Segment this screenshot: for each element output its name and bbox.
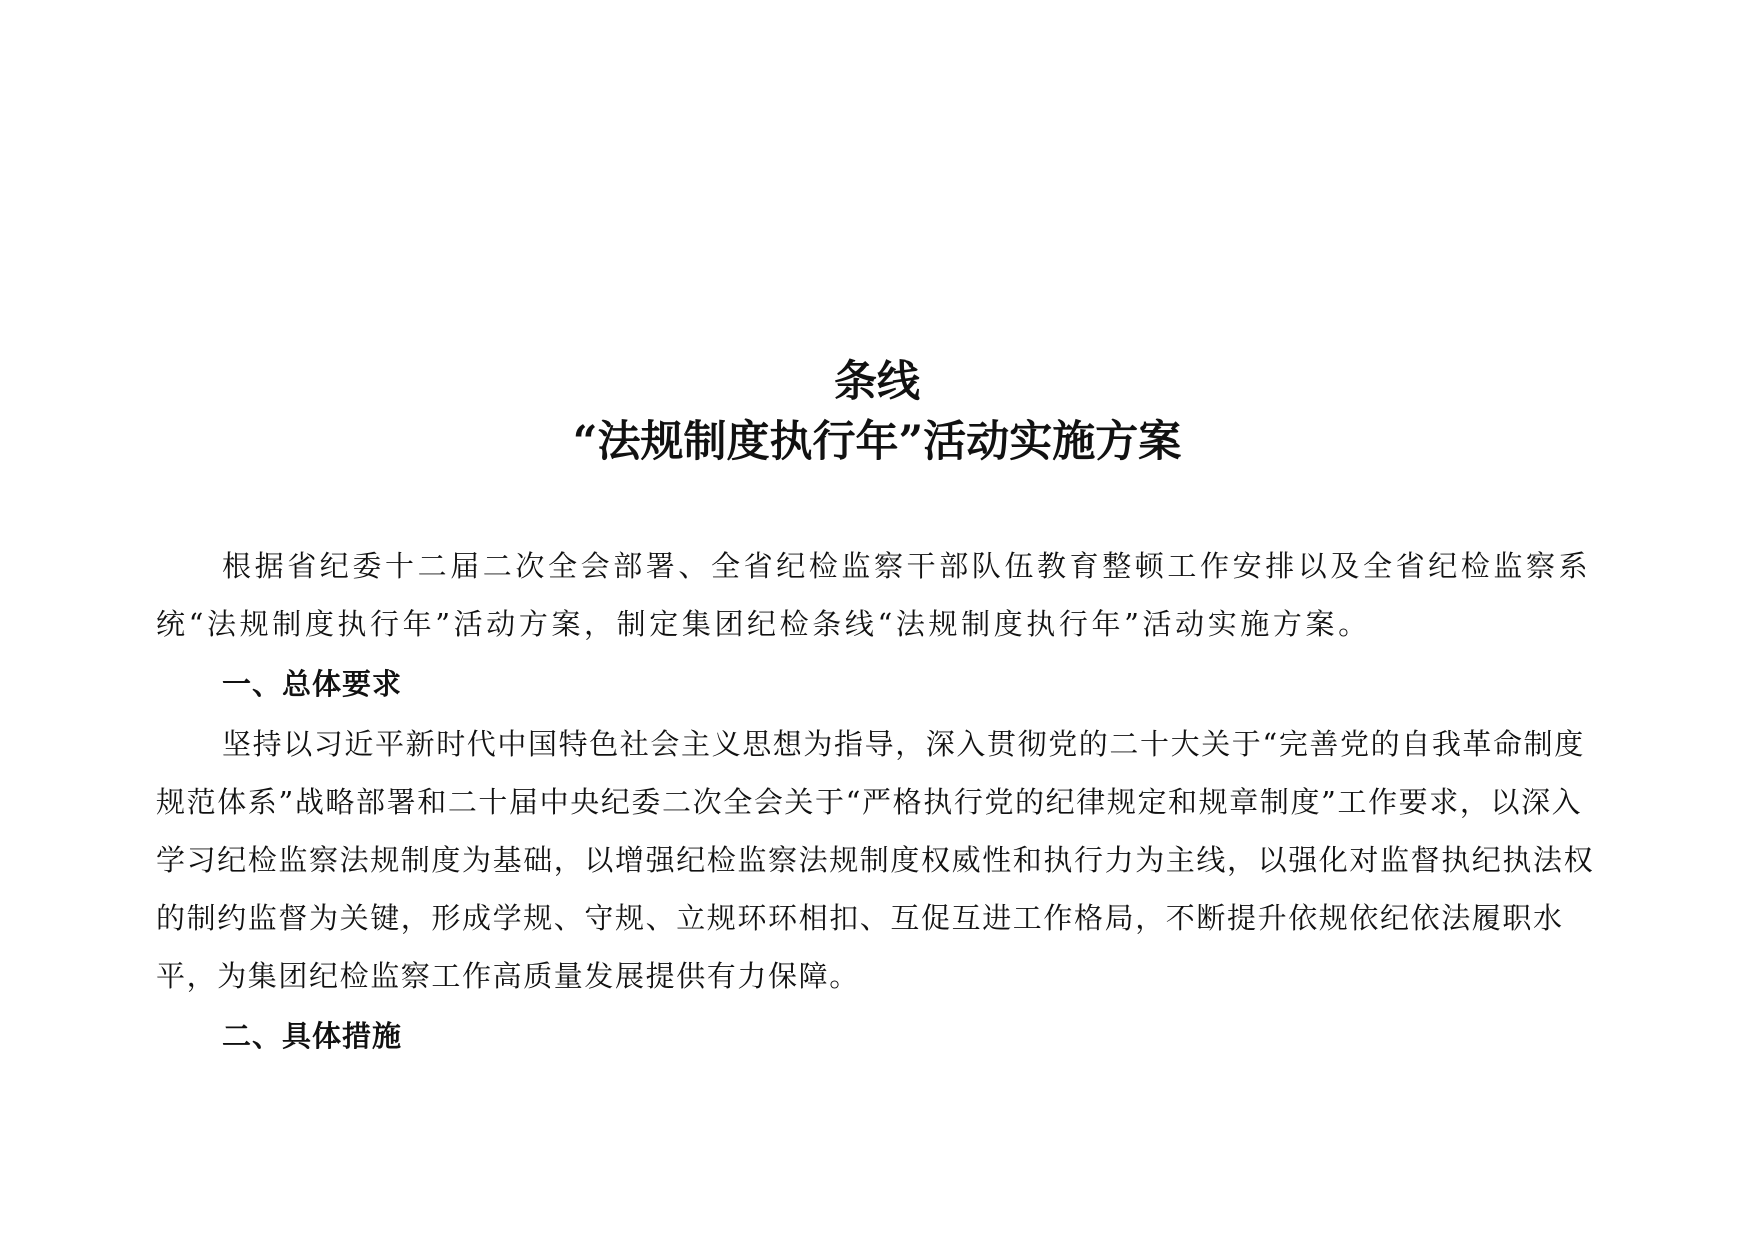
section-heading-general-requirements: 一、总体要求 [222,667,403,701]
document-body [156,537,1596,1065]
title-line-2: “法规制度执行年”活动实施方案 [572,417,1182,467]
section-heading-specific-measures: 二、具体措施 [222,1019,403,1053]
general-requirements-paragraph: 坚持以习近平新时代中国特色社会主义思想为指导，深入贯彻党的二十大关于“完善党的自我革命制度规范体系”战略部署和二十届中央纪委二次全会关于“严格执行党的纪律规定和规章制度”工作要求，以深入学习纪检监察法规制度为基础，以增强纪检监察法规制度权威性和执行力为主线，以强化对监督执纪执法权的制约监督为关键，形成学规、守规、立规环环相扣、互促互进工作格局，不断提升依规依纪依法履职水平，为集团纪检监察工作高质量发展提供有力保障。 [156,727,1595,993]
intro-paragraph: 根据省纪委十二届二次全会部署、全省纪检监察干部队伍教育整顿工作安排以及全省纪检监察系统“法规制度执行年”活动方案，制定集团纪检条线“法规制度执行年”活动实施方案。 [156,549,1592,641]
title-line-1: 条线 [834,357,920,407]
document-title [0,352,1754,472]
